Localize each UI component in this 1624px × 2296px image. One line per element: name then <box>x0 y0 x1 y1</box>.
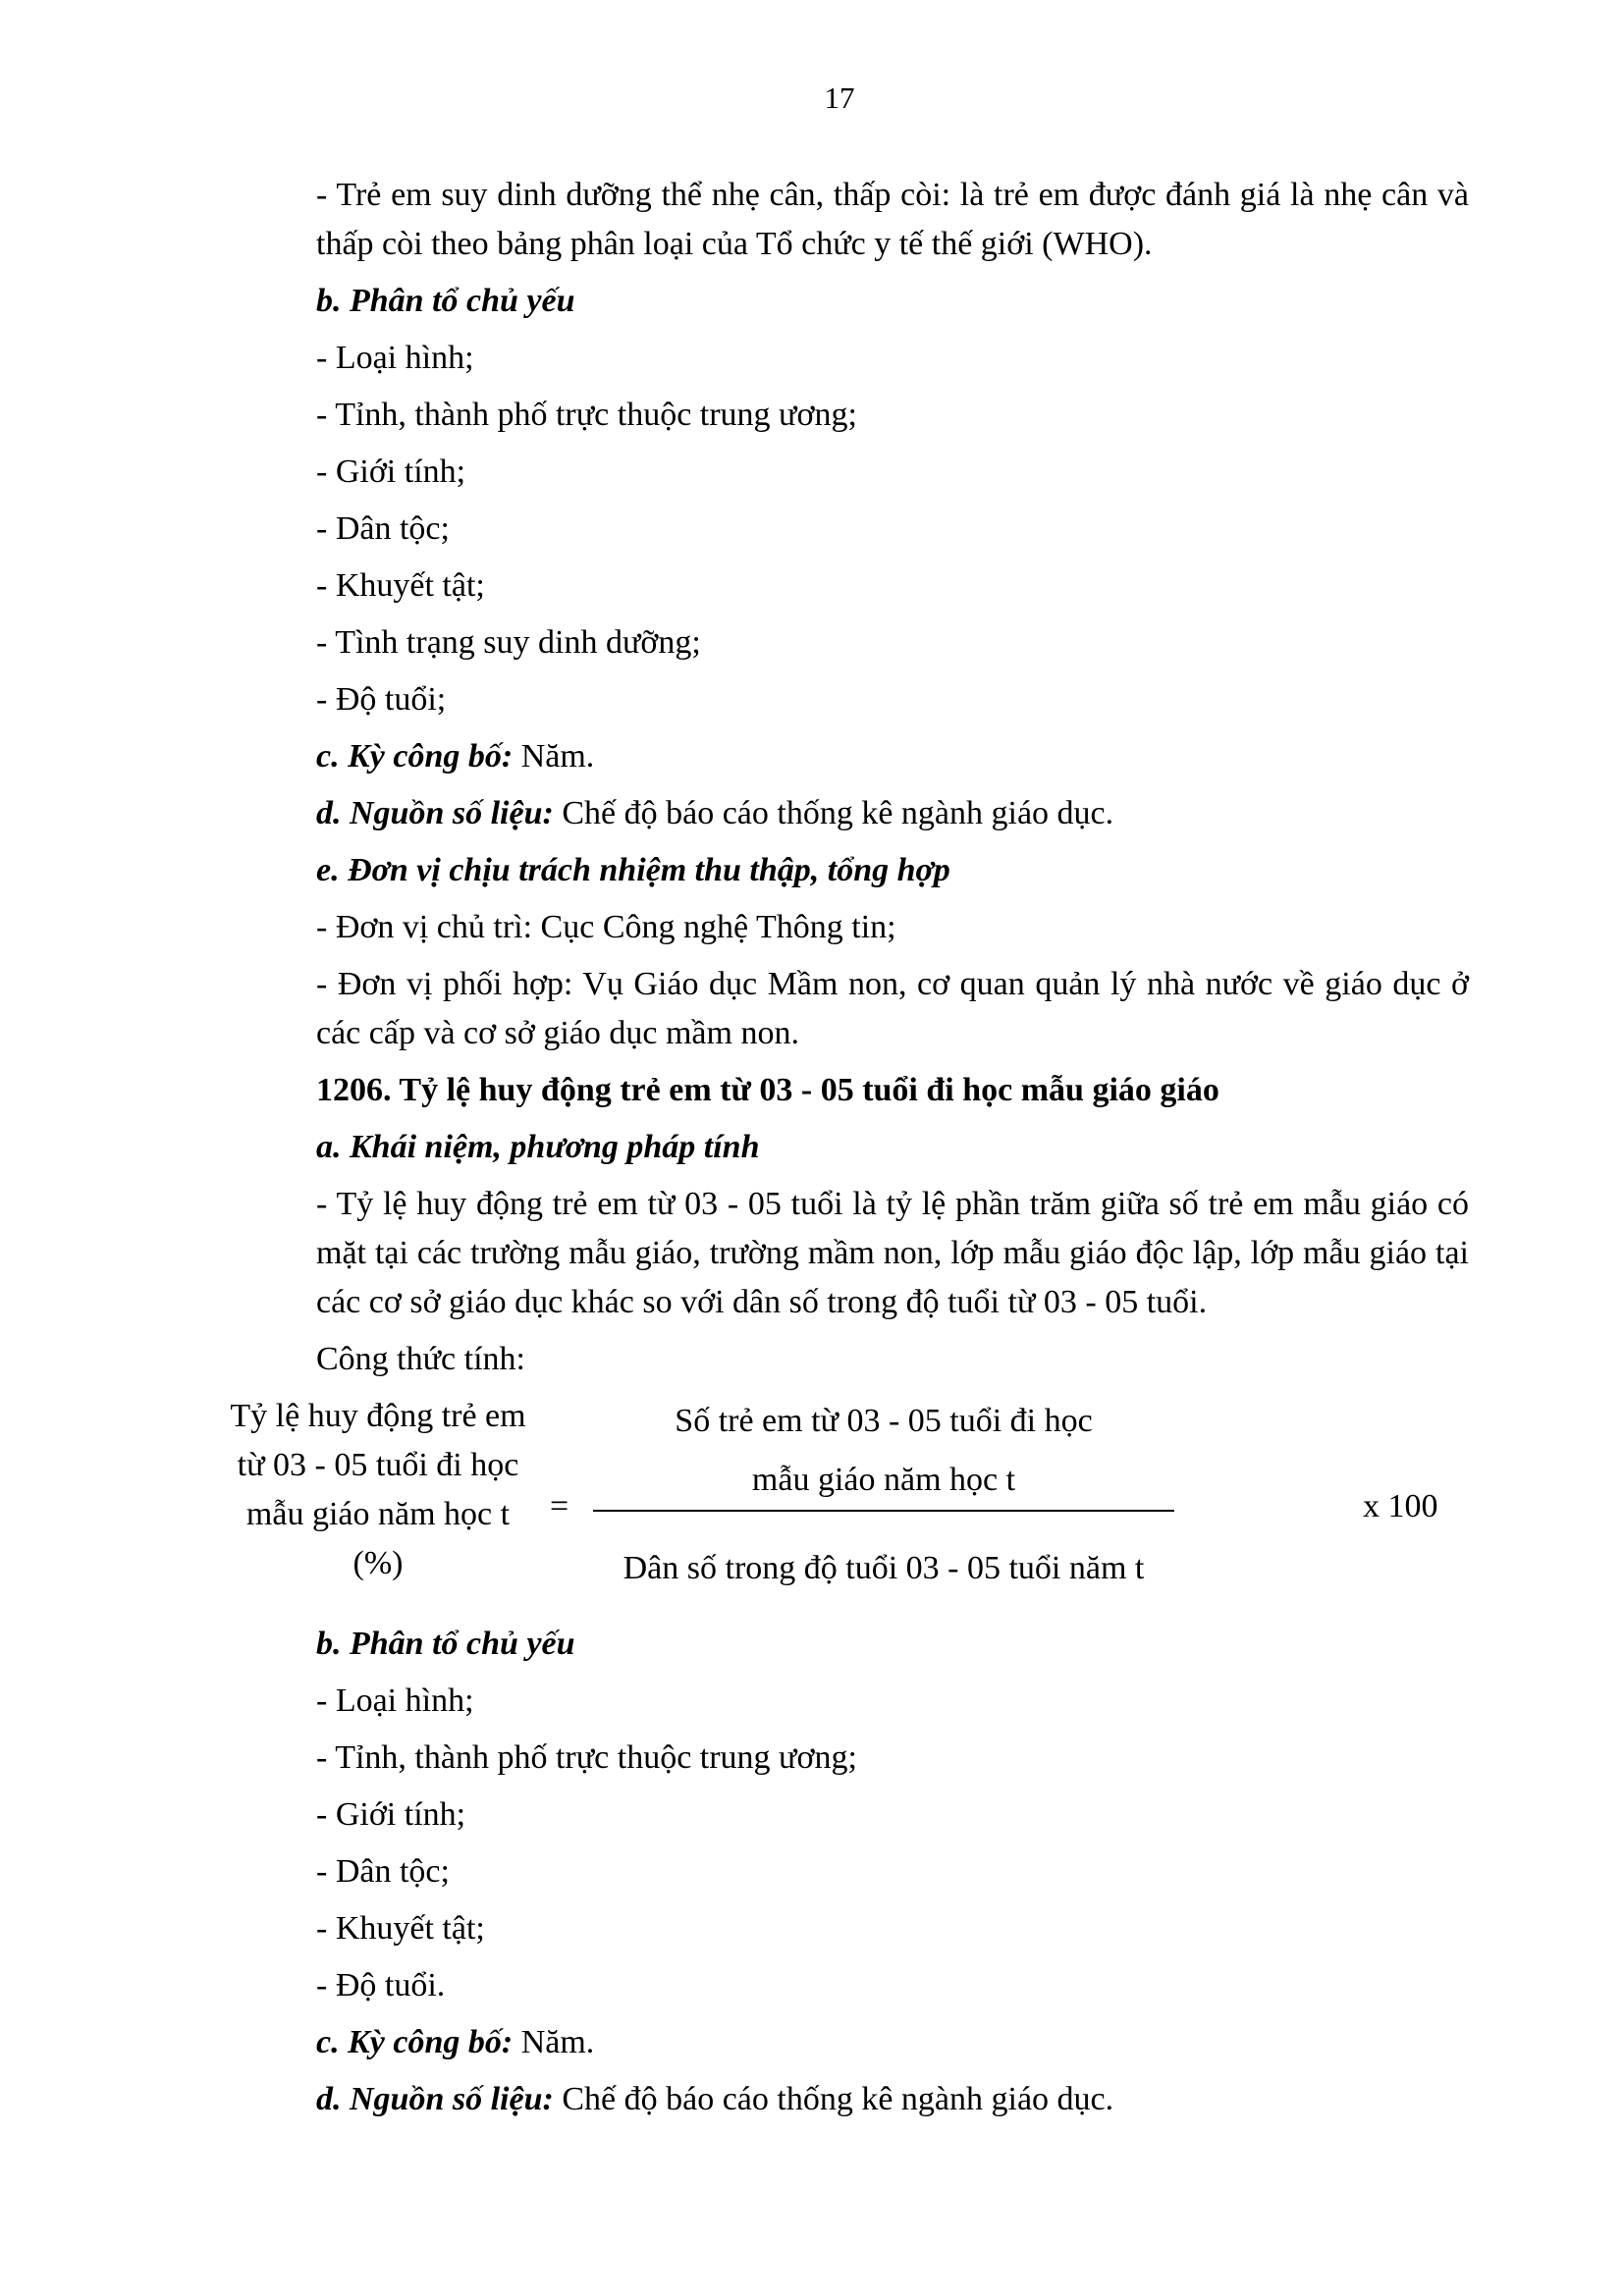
paragraph-concept-definition: - Tỷ lệ huy động trẻ em từ 03 - 05 tuổi là tỷ lệ phần trăm giữa số trẻ em mẫu giáo có mặt tại các trường mẫu giáo, trường mầm non, lớp mẫu giáo độc lập, lớp mẫu giáo tại các cơ sở giáo dục khác so với dân số trong độ tuổi từ 03 - 05 tuổi. <box>316 1186 1469 1320</box>
list-item: - Khuyết tật; <box>316 567 485 604</box>
list-item: - Giới tính; <box>316 1796 466 1833</box>
formula-left-line: từ 03 - 05 tuổi đi học <box>237 1447 519 1483</box>
heading-e-responsible-unit: e. Đơn vị chịu trách nhiệm thu thập, tổng hợp <box>316 852 950 888</box>
list-item: - Khuyết tật; <box>316 1910 485 1947</box>
list-item: - Tình trạng suy dinh dưỡng; <box>316 624 701 661</box>
heading-a-concept: a. Khái niệm, phương pháp tính <box>316 1129 760 1165</box>
paragraph-malnutrition-definition: - Trẻ em suy dinh dưỡng thể nhẹ cân, thấp còi: là trẻ em được đánh giá là nhẹ cân và thấp còi theo bảng phân loại của Tổ chức y tế thế giới (WHO). <box>316 177 1469 262</box>
formula-multiplier: x 100 <box>1363 1488 1438 1524</box>
label-data-source: d. Nguồn số liệu: <box>316 795 554 831</box>
value-data-source: Chế độ báo cáo thống kê ngành giáo dục. <box>553 795 1114 831</box>
list-item: - Tỉnh, thành phố trực thuộc trung ương; <box>316 1739 857 1776</box>
list-item: - Dân tộc; <box>316 1853 450 1890</box>
label-data-source: d. Nguồn số liệu: <box>316 2081 554 2117</box>
section-heading-1206: 1206. Tỷ lệ huy động trẻ em từ 03 - 05 tuổi đi học mẫu giáo giáo <box>316 1072 1219 1108</box>
document-body <box>218 171 1469 2132</box>
fraction-bar <box>593 1510 1174 1512</box>
list-item: - Độ tuổi. <box>316 1967 446 2003</box>
list-item: - Dân tộc; <box>316 510 450 547</box>
publication-period <box>218 732 1469 789</box>
list-item: - Đơn vị chủ trì: Cục Công nghệ Thông tin; <box>316 909 896 945</box>
heading-b-breakdown: b. Phân tổ chủ yếu <box>316 1626 575 1662</box>
publication-period <box>218 2018 1469 2075</box>
data-source <box>218 789 1469 846</box>
label-publication-period: c. Kỳ công bố: <box>316 738 514 774</box>
list-item: - Loại hình; <box>316 1682 474 1719</box>
formula-numerator-line: Số trẻ em từ 03 - 05 tuổi đi học <box>675 1403 1093 1439</box>
formula-denominator: Dân số trong độ tuổi 03 - 05 tuổi năm t <box>623 1550 1145 1586</box>
heading-b-breakdown: b. Phân tổ chủ yếu <box>316 283 575 319</box>
value-publication-period: Năm. <box>513 2024 595 2060</box>
formula-left-line: (%) <box>352 1545 404 1581</box>
value-data-source: Chế độ báo cáo thống kê ngành giáo dục. <box>553 2081 1114 2117</box>
formula-numerator <box>593 1392 1174 1510</box>
formula-label: Công thức tính: <box>316 1341 525 1377</box>
label-publication-period: c. Kỳ công bố: <box>316 2024 514 2060</box>
list-item: - Tỉnh, thành phố trực thuộc trung ương; <box>316 397 857 433</box>
list-item: - Giới tính; <box>316 454 466 490</box>
formula-equals: = <box>550 1488 569 1524</box>
list-item: - Loại hình; <box>316 340 474 376</box>
list-item: - Độ tuổi; <box>316 681 447 718</box>
formula-left-line: mẫu giáo năm học t <box>245 1496 511 1532</box>
formula-left-side <box>214 1392 542 1588</box>
paragraph-coordinating-unit: - Đơn vị phối hợp: Vụ Giáo dục Mầm non, cơ quan quản lý nhà nước về giáo dục ở các cấp và cơ sở giáo dục mầm non. <box>316 966 1469 1051</box>
formula <box>218 1392 1469 1620</box>
data-source <box>218 2075 1469 2132</box>
formula-numerator-line: mẫu giáo năm học t <box>751 1462 1016 1498</box>
page-number: 17 <box>824 80 855 115</box>
value-publication-period: Năm. <box>513 738 595 774</box>
formula-left-line: Tỷ lệ huy động trẻ em <box>230 1398 526 1434</box>
